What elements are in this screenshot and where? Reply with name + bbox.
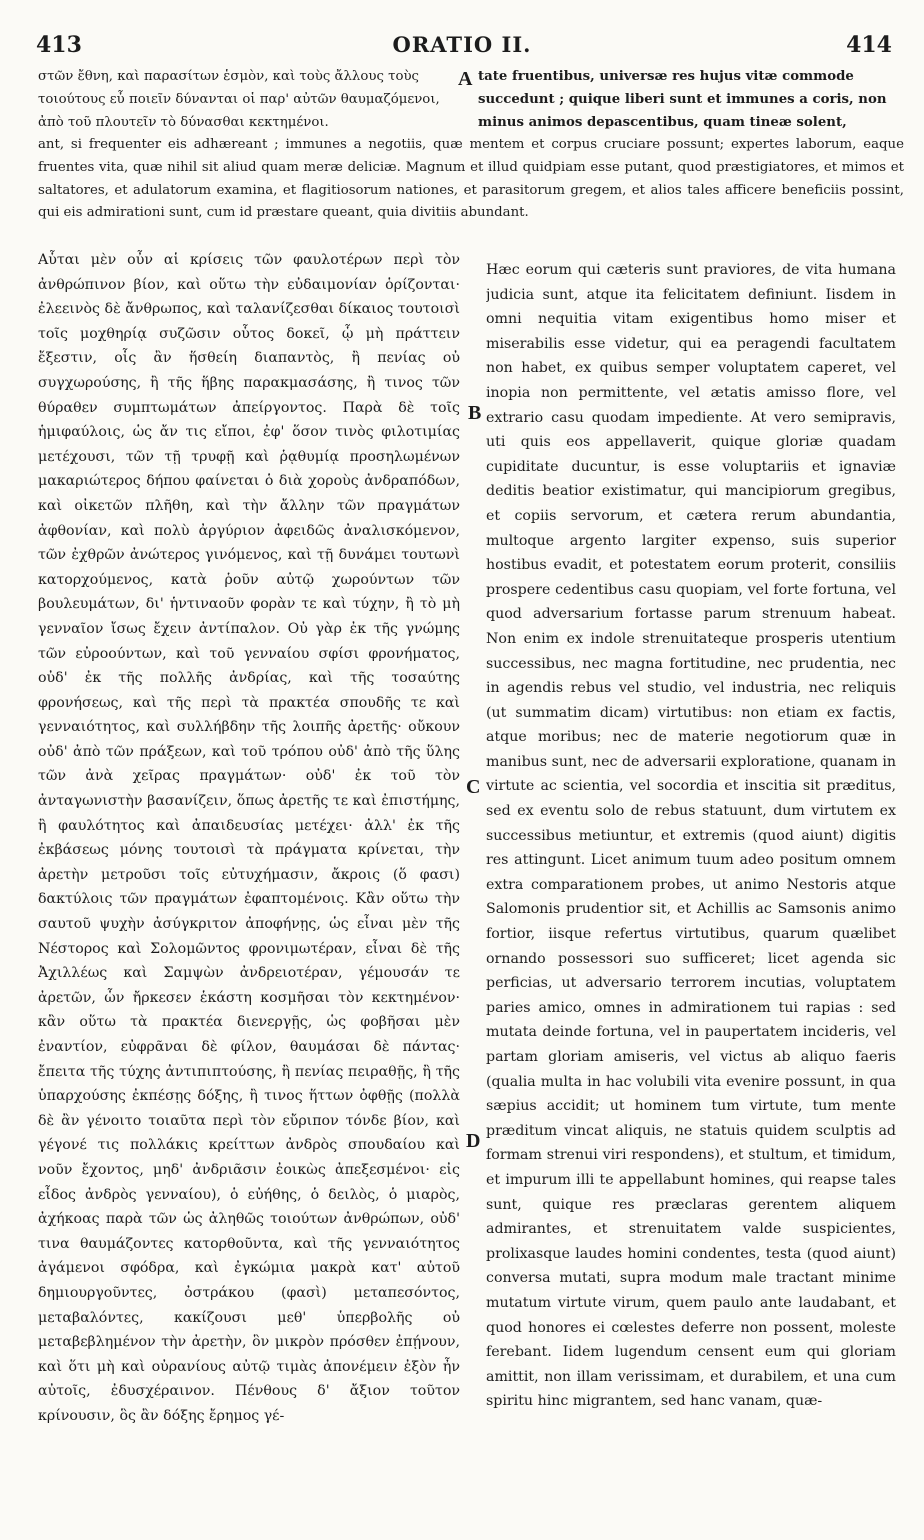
page-number-left: 413: [36, 32, 82, 58]
margin-marker-b: B: [468, 402, 482, 424]
latin-column: [486, 258, 896, 1520]
margin-marker-c: C: [466, 776, 481, 798]
running-title: ORATIO II.: [392, 32, 532, 57]
page-number-right: 414: [846, 32, 892, 58]
intro-latin-continuation: ant, si frequenter eis adhæreant ; immunes a negotiis, quæ mentem et corpus cruciare possunt; expertes laborum, eaque fruentes vita, quæ nihil sit aliud quam meræ deliciæ. Magnum et illud quidpiam esse putant, quod præstigiatores, et mimos et saltatores, et adulatorum examina, et flagitiosorum nationes, et parasitorum gregem, et alios tales afficere beneficiis possint, qui eis admirationi sunt, cum id præstare queant, quia divitiis abundant.: [38, 137, 904, 221]
margin-marker-a: A: [458, 68, 473, 90]
margin-marker-d: D: [466, 1130, 481, 1152]
greek-column: [38, 248, 460, 1518]
greek-column-text: Αὗται μὲν οὖν αἱ κρίσεις τῶν φαυλοτέρων περὶ τὸν ἀνθρώπινον βίον, καὶ οὕτω τὴν εὐδαιμονίαν ὁρίζονται· ἐλεεινὸς δὲ ἄνθρωπος, καὶ ταλανίζεσθαι δίκαιος τουτοισὶ τοῖς μοχθηρίᾳ συζῶσιν οὗτος δοκεῖ, ᾧ μὴ πράττειν ἔξεστιν, οἷς ἂν ἥσθείη διαπαντὸς, ἢ πενίας οὐ συγχωρούσης, ἢ τῆς ἥβης παρακμασάσης, ἢ τινος τῶν θύραθεν συμπτωμάτων ἀπείργοντος. Παρὰ δὲ τοῖς ἡμιφαύλοις, ὡς ἄν τις εἴποι, ἐφ' ὅσον τινὸς φιλοτιμίας μετέχουσι, τῶν τῇ τρυφῇ καὶ ῥᾳθυμίᾳ προσηλωμένων μακαριώτερος δήπου φαίνεται ὁ διὰ χοροὺς ἀνδραπόδων, καὶ οἰκετῶν πλῆθη, καὶ τὴν ἄλλην τῶν πραγμάτων ἀφθονίαν, καὶ πολὺ ἀργύριον ἀφειδῶς ἀναλισκόμενον, τῶν ἐχθρῶν ἀνώτερος γινόμενος, καὶ τῇ δυνάμει τουτωνὶ κατορχούμενος, κατὰ ῥοῦν αὐτῷ χωρούντων τῶν βουλευμάτων, δι' ἡντιναοῦν φορὰν τε καὶ τύχην, ἢ τὸ μὴ γενναῖον ἴσως ἔχειν ἀντίπαλον. Οὐ γὰρ ἐκ τῆς γνώμης τῶν εὐροούντων, καὶ τοῦ γενναίου σφίσι φρονήματος, οὐδ' ἐκ τῆς πολλῆς ἀνδρίας, καὶ τῆς τοσαύτης φρονήσεως, καὶ τῆς περὶ τὰ πρακτέα σπουδῆς τε καὶ γενναιότητος, καὶ συλλήβδην τῆς λοιπῆς ἀρετῆς· οὔκουν οὐδ' ἀπὸ τῶν πράξεων, καὶ τοῦ τρόπου οὐδ' ἀπὸ τῆς ὕλης τῶν ἀνὰ χεῖρας πραγμάτων· οὐδ' ἐκ τοῦ τὸν ἀνταγωνιστὴν βασανίζειν, ὅπως ἀρετῆς τε καὶ ἐπιστήμης, ἢ φαυλότητος καὶ ἀπαιδευσίας μετέχει· ἀλλ' ἐκ τῆς ἐκβάσεως μόνης τουτοισὶ τὰ πράγματα κρίνεται, τὴν ἀρετὴν μετροῦσι τοῖς εὐτυχήμασιν, ἄκροις (ὅ φασι) δακτύλοις τῶν πραγμάτων ἐφαπτομένοις. Κἂν οὕτω τὴν σαυτοῦ ψυχὴν ἀσύγκριτον ἀποφήνῃς, ὡς εἶναι μὲν τῆς Νέστορος καὶ Σολομῶντος φρονιμωτέραν, εἶναι δὲ τῆς Ἀχιλλέως καὶ Σαμψὼν ἀνδρειοτέραν, γέμουσάν τε ἀρετῶν, ὧν ἤρκεσεν ἑκάστη κοσμῆσαι τὸν κεκτημένον· κἂν οὕτω τὰ πρακτέα διενεργῇς, ὡς φοβῆσαι μὲν ἐναντίον, εὐφρᾶναι δὲ φίλον, θαυμάσαι δὲ πάντας· ἔπειτα τῆς τύχης ἀντιπιπτούσης, ἢ πενίας πειραθῇς, ἢ τῆς ὑπαρχούσης ἐκπέσῃς δόξης, ἢ τινος ἥττων ὀφθῇς (πολλὰ δὲ ἂν γένοιτο τοιαῦτα περὶ τὸν εὔριπον τόνδε βίον, καὶ γέγονέ τις πολλάκις κρείττων ἀνδρὸς σπουδαίου καὶ νοῦν ἔχοντος, μηδ' ἀνδριᾶσιν ἐοικὼς ἀπεξεσμένοι· εἰς εἶδος ἀνδρὸς γενναίου), ὁ εὐήθης, ὁ δειλὸς, ὁ μιαρὸς, ἀχήκοας παρὰ τῶν ὡς ἀληθῶς τοιούτων ἀνθρώπων, οὐδ' τινα θαυμάζοντες κατορθοῦντα, καὶ τῆς γενναιότητος ἀγάμενοι σφόδρα, καὶ ἐγκώμια μακρὰ κατ' αὐτοῦ δημιουργοῦντες, ὀστράκου (φασὶ) μεταπεσόντος, μεταβαλόντες, κακίζουσι μεθ' ὑπερβολῆς οὐ μεταβεβλημένον τὴν ἀρετὴν, ὃν μικρὸν πρόσθεν ἐπῄνουν, καὶ ὅτι μὴ καὶ οὐρανίους αὐτῷ τιμὰς ἀπονέμειν ἐξὸν ἦν αὐτοῖς, ἐδυσχέραινον. Πένθους δ' ἄξιον τοῦτον κρίνουσιν, ὃς ἂν δόξης ἔρημος γέ-: [38, 252, 460, 1424]
intro-latin-text: tate fruentibus, universæ res hujus vitæ commode succedunt ; quique liberi sunt et immunes a coris, non minus animos depascentibus, quam tineæ solent,: [478, 69, 887, 130]
intro-greek-text: στῶν ἔθνη, καὶ παρασίτων ἑσμὸν, καὶ τοὺς ἄλλους τοὺς τοιούτους εὖ ποιεῖν δύνανται οἱ παρ' αὐτῶν θαυμαζόμενοι, ἀπὸ τοῦ πλουτεῖν τὸ δύνασθαι κεκτημένοι.: [38, 69, 440, 130]
page-header: [28, 28, 896, 62]
latin-column-text: Hæc eorum qui cæteris sunt praviores, de vita humana judicia sunt, atque ita felicitatem definiunt. Iisdem in omni nequitia vitam exigentibus homo miser et miserabilis esse videtur, qui ea peragendi facultatem non habet, ex quibus semper voluptatem caperet, vel inopia non permittente, vel ætatis amisso flore, vel extrario casu quodam impediente. At vero semipravis, uti quis eos appellaverit, quique gloriæ quadam cupiditate ducuntur, is esse voluptariis et ignaviæ deditis beatior existimatur, qui mancipiorum gregibus, et copiis servorum, et cætera rerum abundantia, multoque argento largiter expenso, suis superior hostibus evadit, et potestatem eorum proterit, consiliis prospere cedentibus casu quopiam, vel forte fortuna, vel quod adversarium fortasse parum strenuum habeat. Non enim ex indole strenuitateque prosperis utentium successibus, nec magna fortitudine, nec prudentia, nec in agendis rebus vel studio, vel industria, nec reliquis (ut summatim dicam) virtutibus: non etiam ex factis, atque moribus; nec de materie negotiorum quæ in manibus sunt, nec de adversarii exploratione, quanam in virtute ac scientia, vel socordia et inscitia sit præditus, sed ex eventu solo de rebus statuunt, dum virtutem ex successibus metiuntur, et extremis (quod aiunt) digitis res attingunt. Licet animum tuum adeo positum omnem extra comparationem probes, ut animo Nestoris atque Salomonis prudentior sit, et Achillis ac Samsonis animo fortior, iisque refertus virtutibus, quarum quælibet ornando possessori suo sufficeret; licet agenda sic perficias, ut adversario terrorem incutias, voluptatem paries amico, omnes in admirationem tui rapias : sed mutata deinde fortuna, vel in paupertatem incideris, vel partam gloriam amiseris, vel victus ab aliquo faeris (qualia multa in hac volubili vita evenire possunt, in qua sæpius accidit; ut hominem tum virtute, tum mente præditum vincat aliquis, ne statuis quidem sculptis ad formam strenui viri respondens), et stultum, et timidum, et impurum illi te appellabunt homines, qui reapse tales sunt, quique res præclaras gerentem aliquem admirantes, et strenuitatem valde suspicientes, prolixasque laudes homini condentes, testa (quod aiunt) conversa mutati, supra modum male tractant minime mutatum virtute virum, quem paulo ante laudabant, et quod honores ei cœlestes deferre non possent, moleste ferebant. Iidem lugendum censent eum qui gloriam amittit, non illam verissimam, et durabilem, et una cum spiritu hinc migrantem, sed hanc vanam, quæ-: [486, 262, 896, 1410]
